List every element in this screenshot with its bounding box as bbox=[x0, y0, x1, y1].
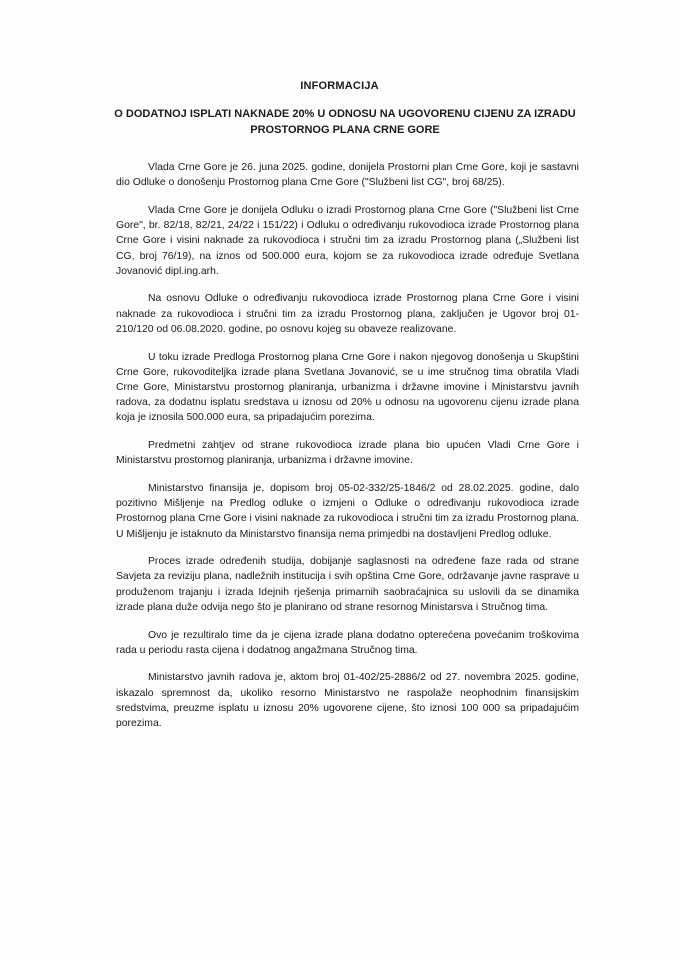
paragraph-2: Vlada Crne Gore je donijela Odluku o izradi Prostornog plana Crne Gore ("Službeni list Crne Gore", br. 82/18, 82/21, 24/22 i 151/22) i Odluku o određivanju rukovodioca izrade Prostornog plana Crne Gore i visini naknade za rukovodioca i stručni tim za izradu Prostornog plana („Službeni list CG, broj 76/19), na iznos od 500.000 eura, kojom se za rukovodioca izrade određuje Svetlana Jovanović dipl.ing.arh. bbox=[116, 204, 579, 277]
document-subtitle: O DODATNOJ ISPLATI NAKNADE 20% U ODNOSU NA UGOVORENU CIJENU ZA IZRADU PROSTORNOG PLANA CRNE GORE bbox=[114, 108, 576, 136]
paragraph-8: Ovo je rezultiralo time da je cijena izrade plana dodatno opterećena povećanim troškovima rada u periodu rasta cijena i dodatnog angažmana Stručnog tima. bbox=[116, 629, 579, 656]
paragraph-1: Vlada Crne Gore je 26. juna 2025. godine, donijela Prostorni plan Crne Gore, koji je sastavni dio Odluke o donošenju Prostornog plana Crne Gore ("Službeni list CG", broj 68/25). bbox=[116, 162, 579, 189]
paragraph-3: Na osnovu Odluke o određivanju rukovodioca izrade Prostornog plana Crne Gore i visini naknade za rukovodioca i stručni tim za izradu Prostornog plana, zaključen je Ugovor broj 01-210/120 od 06.08.2020. godine, po osnovu kojeg su obaveze realizovane. bbox=[116, 293, 579, 335]
paragraph-7: Proces izrade određenih studija, dobijanje saglasnosti na određene faze rada od strane Savjeta za reviziju plana, nadležnih institucija i svih opština Crne Gore, održavanje javne rasprave u produženom trajanju i izrada Idejnih rješenja primarnih saobraćajnica su uslovili da se dinamika izrade plana duže odvija nego što je planirano od strane resornog Ministarsva i Stručnog tima. bbox=[116, 556, 579, 613]
paragraph-5: Predmetni zahtjev od strane rukovodioca izrade plana bio upućen Vladi Crne Gore i Ministarstvu prostornog planiranja, urbanizma i državne imovine. bbox=[116, 440, 579, 467]
document-title: INFORMACIJA bbox=[300, 80, 379, 92]
paragraph-6: Ministarstvo finansija je, dopisom broj 05-02-332/25-1846/2 od 28.02.2025. godine, dalo pozitivno Mišljenje na Predlog odluke o izmjeni o Odluke o određivanju rukovodioca izrade Prostornog plana Crne Gore i visini naknade za rukovodioca i stručni tim za izradu Prostornog plana. U Mišljenju je istaknuto da Ministarstvo finansija nema primjedbi na dostavljeni Predlog odluke. bbox=[116, 482, 579, 540]
document-body bbox=[116, 160, 579, 744]
paragraph-9: Ministarstvo javnih radova je, aktom broj 01-402/25-2886/2 od 27. novembra 2025. godine, iskazalo spremnost da, ukoliko resorno Ministarstvo ne raspolaže neophodnim finansijskim sredstvima, preuzme isplatu u iznosu 20% ugovorene cijene, što iznosi 100 000 sa pripadajućim porezima. bbox=[116, 672, 579, 730]
paragraph-4: U toku izrade Predloga Prostornog plana Crne Gore i nakon njegovog donošenja u Skupštini Crne Gore, rukovoditeljka izrade plana Svetlana Jovanović, se u ime stručnog tima obratila Vladi Crne Gore, Ministarstvu prostornog planiranja, urbanizma i državne imovine i Ministarstvu javnih radova, za dodatnu isplatu sredstava u iznosu od 20% u odnosu na ugovorenu cijenu izrade plana koja je iznosila 500.000 eura, sa pripadajućim porezima. bbox=[116, 351, 579, 424]
